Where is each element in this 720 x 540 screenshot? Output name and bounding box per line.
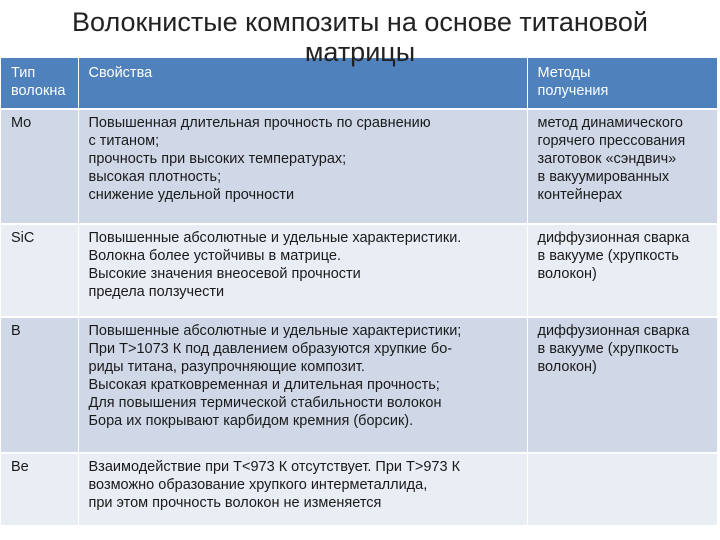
header-methods-line: Методы — [537, 65, 591, 81]
method-line: в вакууме (хрупкость — [537, 341, 679, 357]
composites-table — [1, 58, 717, 525]
property-line: прочность при высоких температурах; — [88, 151, 347, 167]
fiber-cell — [1, 109, 78, 224]
property-line: Повышенная длительная прочность по сравнению — [88, 115, 431, 131]
properties-cell — [78, 224, 527, 317]
properties-cell — [78, 453, 527, 525]
property-line: Взаимодействие при T<973 К отсутствует. При T>973 К — [88, 459, 461, 475]
method-cell — [527, 317, 717, 453]
property-line: Для повышения термической стабильности волокон — [88, 395, 442, 411]
property-line: Повышенные абсолютные и удельные характеристики; — [88, 323, 462, 339]
fiber-type: Mo — [11, 115, 32, 131]
property-line: Повышенные абсолютные и удельные характеристики. — [88, 230, 462, 246]
property-line: с титаном; — [88, 133, 160, 149]
table-row — [1, 453, 717, 525]
method-line: контейнерах — [537, 187, 623, 203]
property-line: при этом прочность волокон не изменяется — [88, 495, 382, 511]
property-line: Волокна более устойчивы в матрице. — [88, 248, 341, 264]
fiber-type: Be — [11, 459, 29, 475]
header-fiber-type-line: волокна — [11, 83, 66, 99]
method-line: волокон) — [537, 359, 597, 375]
slide-title — [0, 0, 720, 67]
properties-cell — [78, 109, 527, 224]
method-line: в вакуумированных — [537, 169, 670, 185]
table-row — [1, 224, 717, 317]
property-line: возможно образование хрупкого интерметаллида, — [88, 477, 428, 493]
fiber-cell — [1, 317, 78, 453]
method-line: диффузионная сварка — [537, 323, 690, 339]
method-cell — [527, 224, 717, 317]
method-cell — [527, 109, 717, 224]
fiber-cell — [1, 224, 78, 317]
property-line: При T>1073 К под давлением образуются хрупкие бо- — [88, 341, 453, 357]
title-line-1: Волокнистые композиты на основе титановой — [72, 7, 648, 37]
property-line: Высокая кратковременная и длительная прочность; — [88, 377, 440, 393]
fiber-type: B — [11, 323, 21, 339]
title-line-2: матрицы — [304, 37, 416, 67]
method-cell — [527, 453, 717, 525]
header-methods-line: получения — [537, 83, 609, 99]
header-fiber-type-line: Тип — [11, 65, 36, 81]
property-line: предела ползучести — [88, 284, 225, 300]
property-line: Бора их покрывают карбидом кремния (борсик). — [88, 413, 414, 429]
table-row — [1, 109, 717, 224]
method-line: в вакууме (хрупкость — [537, 248, 679, 264]
property-line: риды титана, разупрочняющие композит. — [88, 359, 365, 375]
fiber-type: SiC — [11, 230, 35, 246]
method-line: волокон) — [537, 266, 597, 282]
method-line: заготовок «сэндвич» — [537, 151, 677, 167]
header-properties-text: Свойства — [88, 65, 153, 81]
fiber-cell — [1, 453, 78, 525]
method-line: метод динамического — [537, 115, 683, 131]
method-line: диффузионная сварка — [537, 230, 690, 246]
method-line: горячего прессования — [537, 133, 686, 149]
property-line: Высокие значения внеосевой прочности — [88, 266, 361, 282]
property-line: высокая плотность; — [88, 169, 222, 185]
properties-cell — [78, 317, 527, 453]
property-line: снижение удельной прочности — [88, 187, 295, 203]
table-row — [1, 317, 717, 453]
